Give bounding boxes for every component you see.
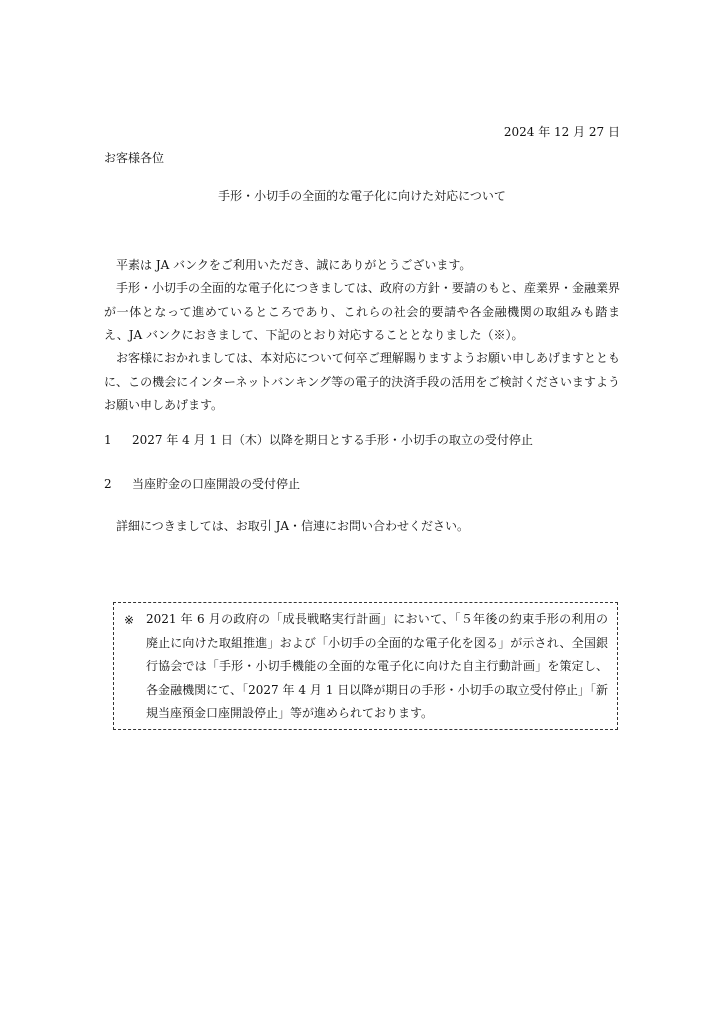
addressee: お客様各位 [104,151,165,165]
paragraph-background: 手形・小切手の全面的な電子化につきましては、政府の方針・要請のもと、産業界・金融業界が一体となって進めているところであり、これらの社会的要請や各金融機関の取組みも踏まえ、JA バンクにおきまして、下記のとおり対応することとなりました（※）。 [104,281,620,342]
contact-details: 詳細につきましては、お取引 JA・信連にお問い合わせください。 [116,519,470,533]
paragraph-request: お客様におかれましては、本対応について何卒ご理解賜りますようお願い申しあげますとともに、この機会にインターネットバンキング等の電子的決済手段の活用をご検討くださいますようお願い申しあげます。 [104,351,620,412]
list-item-text: 2027 年 4 月 1 日（木）以降を期日とする手形・小切手の取立の受付停止 [132,433,533,447]
document-title: 手形・小切手の全面的な電子化に向けた対応について [218,189,506,203]
document-date: 2024 年 12 月 27 日 [503,125,620,139]
paragraph-greeting: 平素は JA バンクをご利用いただき、誠にありがとうございます。 [116,258,472,272]
list-item [104,434,533,446]
note-mark: ※ [124,613,135,627]
note-box [113,602,618,730]
note-text: 2021 年 6 月の政府の「成長戦略実行計画」において、「５年後の約束手形の利用の廃止に向けた取組推進」および「小切手の全面的な電子化を図る」が示され、全国銀行協会では「手形・小切手機能の全面的な電子化に向けた自主行動計画」を策定し、各金融機関にて、「2027 年 4 月 1 日以降が期日の手形・小切手の取立受付停止」「新規当座預金口座開設停止」等が進められております。 [146,612,608,720]
list-item-number: 1 [104,433,112,447]
list-item [104,478,300,490]
list-item-number: 2 [104,477,112,491]
list-item-text: 当座貯金の口座開設の受付停止 [132,477,301,491]
